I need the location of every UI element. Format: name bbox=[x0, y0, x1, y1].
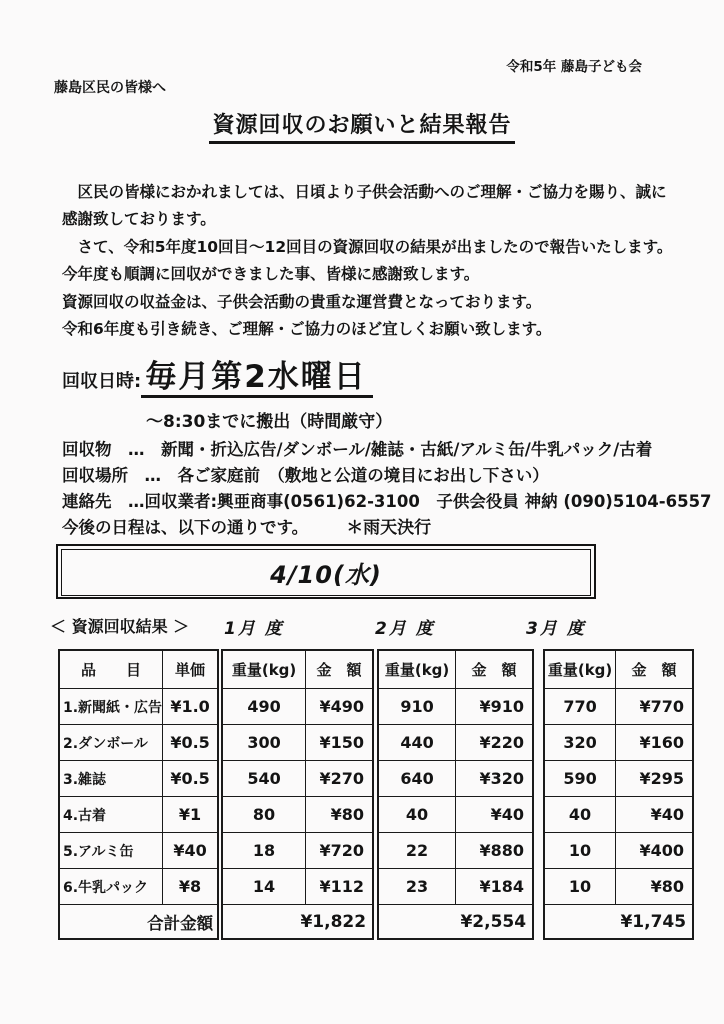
page-title bbox=[0, 108, 724, 139]
weight-cell: 14 bbox=[222, 869, 306, 905]
intro-line: 資源回収の収益金は、子供会活動の貴重な運営費となっております。 bbox=[62, 292, 542, 311]
table-row bbox=[59, 761, 218, 797]
amount-cell: ¥880 bbox=[456, 833, 534, 869]
total-row bbox=[222, 905, 373, 940]
amount-cell: ¥490 bbox=[306, 689, 374, 725]
item-cell: 4.古着 bbox=[59, 797, 163, 833]
unit-price-cell: ¥8 bbox=[163, 869, 219, 905]
intro-line: 区民の皆様におかれましては、日頃より子供会活動へのご理解・ご協力を賜り、誠に bbox=[62, 183, 667, 201]
total-label: 合計金額 bbox=[59, 905, 218, 940]
date-box-inner-border bbox=[61, 549, 591, 596]
item-cell: 6.牛乳パック bbox=[59, 869, 163, 905]
table-row bbox=[544, 689, 693, 725]
table-row bbox=[544, 797, 693, 833]
amount-cell: ¥720 bbox=[306, 833, 374, 869]
table-row bbox=[222, 761, 373, 797]
weight-cell: 640 bbox=[378, 761, 456, 797]
weight-cell: 40 bbox=[378, 797, 456, 833]
header-row bbox=[59, 650, 218, 689]
item-cell: 2.ダンボール bbox=[59, 725, 163, 761]
month3-results-table bbox=[543, 649, 694, 940]
amount-cell: ¥220 bbox=[456, 725, 534, 761]
table-row bbox=[378, 797, 533, 833]
results-table-group bbox=[58, 649, 694, 940]
total-row bbox=[544, 905, 693, 940]
weight-cell: 40 bbox=[544, 797, 616, 833]
col-header-unit-price: 単価 bbox=[163, 650, 219, 689]
table-row bbox=[378, 869, 533, 905]
intro-line: 今年度も順調に回収ができました事、皆様に感謝致します。 bbox=[62, 265, 480, 284]
table-row bbox=[544, 725, 693, 761]
deadline-note: ～8:30までに搬出（時間厳守） bbox=[146, 412, 393, 432]
items-unit-table bbox=[58, 649, 219, 940]
table-row bbox=[222, 833, 373, 869]
header-row bbox=[222, 650, 373, 689]
amount-cell: ¥910 bbox=[456, 689, 534, 725]
weight-cell: 10 bbox=[544, 869, 616, 905]
upcoming-schedule-line bbox=[62, 513, 431, 538]
weight-cell: 490 bbox=[222, 689, 306, 725]
amount-cell: ¥80 bbox=[306, 797, 374, 833]
intro-paragraphs bbox=[62, 179, 687, 343]
col-header-weight: 重量(kg) bbox=[544, 650, 616, 689]
amount-cell: ¥320 bbox=[456, 761, 534, 797]
amount-cell: ¥184 bbox=[456, 869, 534, 905]
table-row bbox=[59, 689, 218, 725]
table-row bbox=[222, 869, 373, 905]
table-row bbox=[59, 833, 218, 869]
weight-cell: 910 bbox=[378, 689, 456, 725]
month2-results-table bbox=[377, 649, 534, 940]
amount-cell: ¥295 bbox=[616, 761, 694, 797]
table-row bbox=[544, 869, 693, 905]
table-row bbox=[378, 761, 533, 797]
weight-cell: 23 bbox=[378, 869, 456, 905]
month-label-march: 3月 度 bbox=[526, 619, 586, 639]
month3-total: ¥1,745 bbox=[544, 905, 693, 940]
item-cell: 5.アルミ缶 bbox=[59, 833, 163, 869]
amount-cell: ¥150 bbox=[306, 725, 374, 761]
month1-results-table bbox=[221, 649, 374, 940]
amount-cell: ¥40 bbox=[616, 797, 694, 833]
unit-price-cell: ¥1 bbox=[163, 797, 219, 833]
weight-cell: 540 bbox=[222, 761, 306, 797]
results-caption: ＜ 資源回収結果 ＞ bbox=[50, 617, 190, 636]
weight-cell: 320 bbox=[544, 725, 616, 761]
results-caption-row bbox=[0, 614, 724, 640]
amount-cell: ¥40 bbox=[456, 797, 534, 833]
contact-line: 連絡先 …回収業者:興亜商事(0561)62-3100 子供会役員 神納 (090)5104-6557 bbox=[62, 492, 712, 511]
amount-cell: ¥160 bbox=[616, 725, 694, 761]
amount-cell: ¥270 bbox=[306, 761, 374, 797]
col-header-weight: 重量(kg) bbox=[378, 650, 456, 689]
next-collection-date-box bbox=[56, 544, 596, 599]
table-row bbox=[544, 761, 693, 797]
col-header-amount: 金 額 bbox=[456, 650, 534, 689]
collection-place-line: 回収場所 … 各ご家庭前 （敷地と公道の境目にお出し下さい） bbox=[62, 466, 549, 485]
table-row bbox=[59, 725, 218, 761]
collected-items-line: 回収物 … 新聞・折込広告/ダンボール/雑誌・古紙/アルミ缶/牛乳パック/古着 bbox=[62, 440, 653, 459]
datetime-label: 回収日時: bbox=[62, 370, 142, 392]
month2-total: ¥2,554 bbox=[378, 905, 533, 940]
table-row bbox=[378, 833, 533, 869]
month-label-january: 1月 度 bbox=[224, 619, 284, 639]
item-cell: 1.新聞紙・広告 bbox=[59, 689, 163, 725]
unit-price-cell: ¥40 bbox=[163, 833, 219, 869]
item-cell: 3.雑誌 bbox=[59, 761, 163, 797]
weight-cell: 770 bbox=[544, 689, 616, 725]
total-row bbox=[59, 905, 218, 940]
next-collection-date: 4/10(水) bbox=[270, 561, 382, 589]
weight-cell: 10 bbox=[544, 833, 616, 869]
collection-datetime bbox=[62, 361, 373, 398]
col-header-amount: 金 額 bbox=[616, 650, 694, 689]
unit-price-cell: ¥0.5 bbox=[163, 725, 219, 761]
total-row bbox=[378, 905, 533, 940]
col-header-weight: 重量(kg) bbox=[222, 650, 306, 689]
datetime-value: 毎月第2水曜日 bbox=[141, 361, 373, 398]
weight-cell: 440 bbox=[378, 725, 456, 761]
weight-cell: 22 bbox=[378, 833, 456, 869]
table-row bbox=[544, 833, 693, 869]
amount-cell: ¥400 bbox=[616, 833, 694, 869]
intro-line: 令和6年度も引き続き、ご理解・ご協力のほど宜しくお願い致します。 bbox=[62, 320, 552, 339]
table-row bbox=[222, 797, 373, 833]
table-row bbox=[222, 689, 373, 725]
table-row bbox=[59, 797, 218, 833]
col-header-amount: 金 額 bbox=[306, 650, 374, 689]
header-row bbox=[544, 650, 693, 689]
weight-cell: 18 bbox=[222, 833, 306, 869]
addressee-line: 藤島区民の皆様へ bbox=[54, 80, 166, 96]
table-row bbox=[378, 725, 533, 761]
weight-cell: 590 bbox=[544, 761, 616, 797]
year-organization-line: 令和5年 藤島子ども会 bbox=[506, 59, 642, 75]
amount-cell: ¥80 bbox=[616, 869, 694, 905]
intro-line: さて、令和5年度10回目～12回目の資源回収の結果が出ましたので報告いたします。 bbox=[62, 237, 673, 256]
month-label-february: 2月 度 bbox=[375, 619, 435, 639]
rain-or-shine-note: ＊雨天決行 bbox=[346, 518, 432, 538]
col-header-item: 品 目 bbox=[59, 650, 163, 689]
weight-cell: 300 bbox=[222, 725, 306, 761]
page-title-text: 資源回収のお願いと結果報告 bbox=[209, 113, 514, 144]
table-row bbox=[59, 869, 218, 905]
amount-cell: ¥112 bbox=[306, 869, 374, 905]
unit-price-cell: ¥0.5 bbox=[163, 761, 219, 797]
unit-price-cell: ¥1.0 bbox=[163, 689, 219, 725]
header-row bbox=[378, 650, 533, 689]
intro-line: 感謝致しております。 bbox=[62, 210, 216, 229]
amount-cell: ¥770 bbox=[616, 689, 694, 725]
upcoming-text: 今後の日程は、以下の通りです。 bbox=[62, 518, 309, 537]
table-row bbox=[378, 689, 533, 725]
table-row bbox=[222, 725, 373, 761]
weight-cell: 80 bbox=[222, 797, 306, 833]
month1-total: ¥1,822 bbox=[222, 905, 373, 940]
